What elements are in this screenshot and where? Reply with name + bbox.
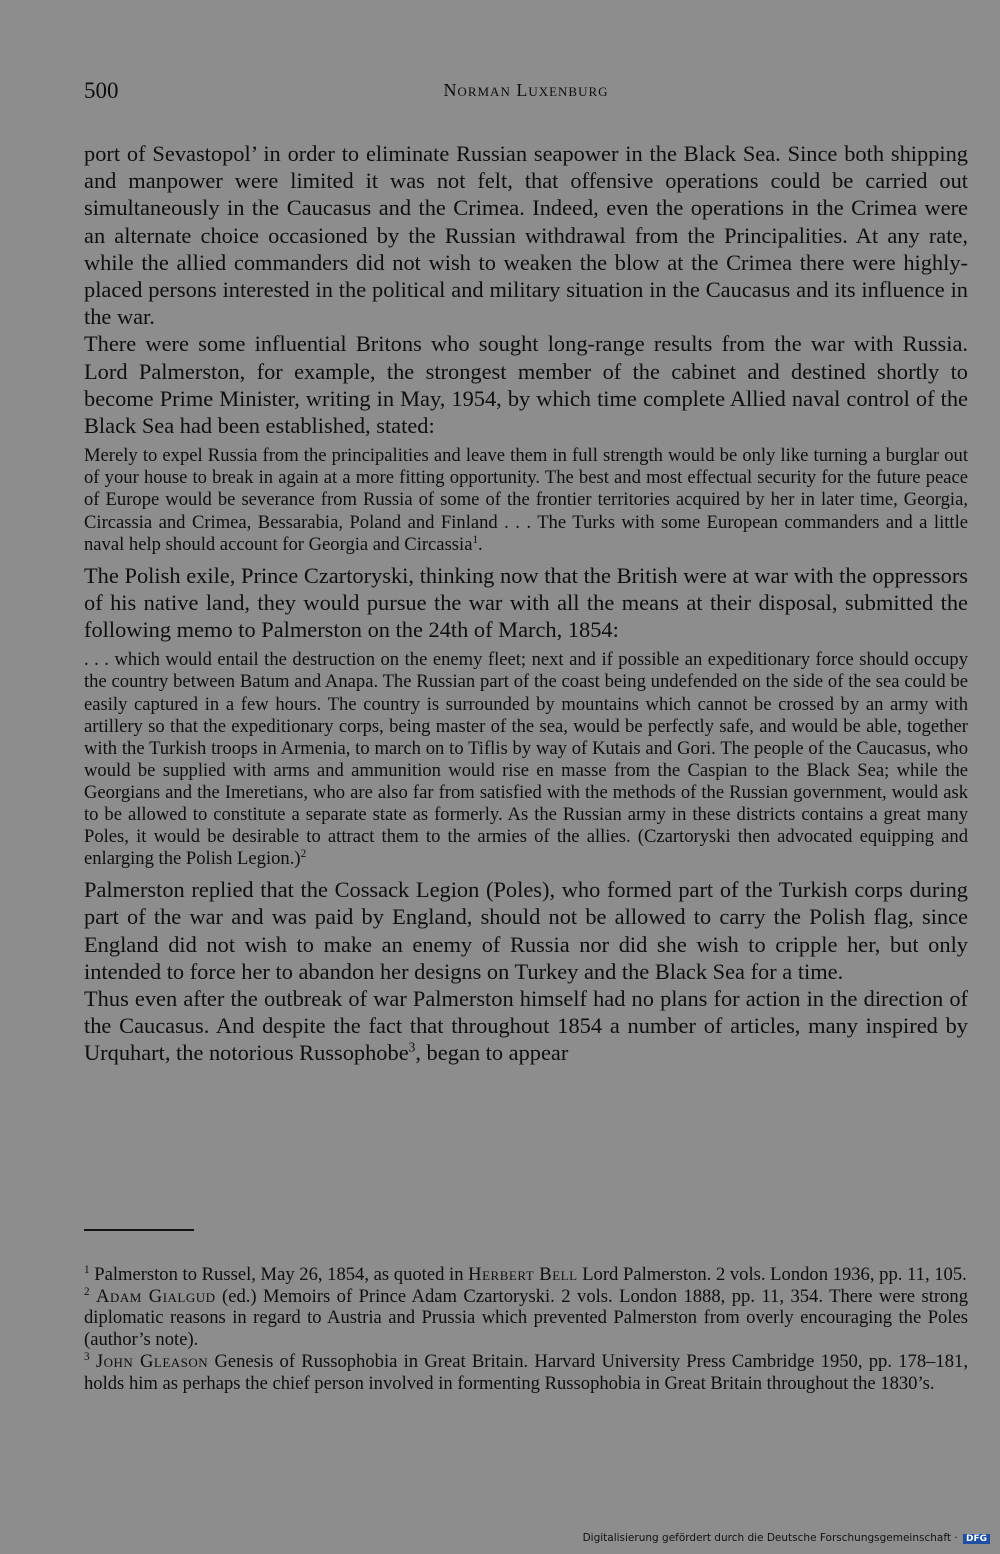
footnote-text: Palmerston to Russel, May 26, 1854, as quoted in <box>94 1264 464 1285</box>
footnote-author: Herbert Bell <box>468 1264 578 1285</box>
footnote-number: 3 <box>84 1350 90 1363</box>
main-text <box>84 140 968 1067</box>
footnote-text: Lord Palmerston. 2 vols. London 1936, pp. 11, 105. <box>582 1264 967 1285</box>
footnote-ref-1: 1 <box>472 533 479 546</box>
paragraph-4: Palmerston replied that the Cossack Legion (Poles), who formed part of the Turkish corps during part of the war and was paid by England, should not be allowed to carry the Polish flag, since England did not wish to make an enemy of Russia nor did she wish to cripple her, but only intended to force her to abandon her designs on Turkey and the Black Sea for a time. <box>84 877 968 984</box>
paragraph-1: port of Sevastopol’ in order to eliminate Russian seapower in the Black Sea. Since both shipping and manpower were limited it was not felt, that offensive operations could be carried out simultaneously in the Caucasus and the Crimea. Indeed, even the operations in the Crimea were an alternate choice occasioned by the Russian withdrawal from the Principalities. At any rate, while the allied commanders did not wish to weaken the blow at the Crimea there were highly-placed persons interested in the political and military situation in the Caucasus and its influence in the war. <box>84 141 968 330</box>
paragraph-2: There were some influential Britons who sought long-range results from the war with Russia. Lord Palmerston, for example, the strongest member of the cabinet and destined shortly to become Prime Minister, writing in May, 1954, by which time complete Allied naval control of the Black Sea had been established, stated: <box>84 331 968 439</box>
dfg-logo: DFG <box>963 1534 990 1544</box>
footnote-rule <box>84 1229 194 1231</box>
footnote-3 <box>84 1351 968 1394</box>
page-header <box>84 78 968 104</box>
quote-2-text: . . . which would entail the destruction on the enemy fleet; next and if possible an expeditionary force should occupy the country between Batum and Anapa. The Russian part of the coast being undefended on the side of the sea could be easily captured in a few hours. The country is surrounded by mountains which cannot be crossed by an army with artillery so that the expeditionary corps, being master of the sea, would be perfectly safe, and would be able, together with the Turkish troops in Armenia, to march on to Tiflis by way of Kutais and Gori. The people of the Caucasus, who would be supplied with arms and ammunition would rise en masse from the Caspian to the Black Sea; while the Georgians and the Imeretians, who are also far from satisfied with the methods of the Russian government, would ask to be allowed to constitute a separate state as formerly. As the Russian army in these districts contains a great many Poles, it would be desirable to attract them to the armies of the allies. (Czartoryski then advocated equipping and enlarging the Polish Legion.) <box>84 649 968 870</box>
paragraph-3: The Polish exile, Prince Czartoryski, thinking now that the British were at war with the oppressors of his native land, they would pursue the war with all the means at their disposal, submitted the following memo to Palmerston on the 24th of March, 1854: <box>84 562 968 643</box>
footnote-ref-3: 3 <box>408 1040 416 1055</box>
digitization-credit: Digitalisierung gefördert durch die Deutsche Forschungsgemeinschaft · DFG <box>583 1532 990 1544</box>
block-quote-czartoryski <box>84 649 968 870</box>
page-number: 500 <box>84 78 119 103</box>
footnote-text: Genesis of Russophobia in Great Britain. Harvard University Press Cambridge 1950, pp. 178–181, holds him as perhaps the chief person involved in formenting Russophobia in Great Britain throughout the 1830’s. <box>84 1350 968 1394</box>
footnotes <box>84 1264 968 1394</box>
paragraph-5 <box>84 985 968 1067</box>
footnote-text: (ed.) Memoirs of Prince Adam Czartoryski. 2 vols. London 1888, pp. 11, 354. There were strong diplomatic reasons in regard to Austria and Prussia which prevented Palmerston from overly encouraging the Poles (author’s note). <box>84 1285 969 1351</box>
footnote-ref-2: 2 <box>300 847 307 860</box>
footnote-author: Adam Gialgud <box>96 1285 216 1307</box>
footnote-2 <box>84 1286 968 1351</box>
paragraph-5-text: Thus even after the outbreak of war Palmerston himself had no plans for action in the direction of the Caucasus. And despite the fact that throughout 1854 a number of articles, many inspired by Urquhart, the notorious Russophobe <box>84 986 968 1066</box>
footnote-number: 1 <box>84 1263 90 1276</box>
footnote-1 <box>84 1264 968 1286</box>
quote-1-end: . <box>478 533 483 555</box>
block-quote-palmerston <box>84 445 968 555</box>
running-head: Norman Luxenburg <box>443 80 609 100</box>
paragraph-5-tail: , began to appear <box>415 1040 569 1066</box>
footnote-number: 2 <box>84 1285 90 1298</box>
quote-1-text: Merely to expel Russia from the principalities and leave them in full strength would be only like turning a burglar out of your house to break in again at a more fitting opportunity. The best and most effectual security for the future peace of Europe would be severance from Russia of some of the frontier territories acquired by her in later time, Georgia, Circassia and Crimea, Bessarabia, Poland and Finland . . . The Turks with some European commanders and a little naval help should account for Georgia and Circassia <box>84 445 968 555</box>
footnote-author: John Gleason <box>95 1350 209 1372</box>
credit-text: Digitalisierung gefördert durch die Deutsche Forschungsgemeinschaft <box>582 1532 951 1544</box>
